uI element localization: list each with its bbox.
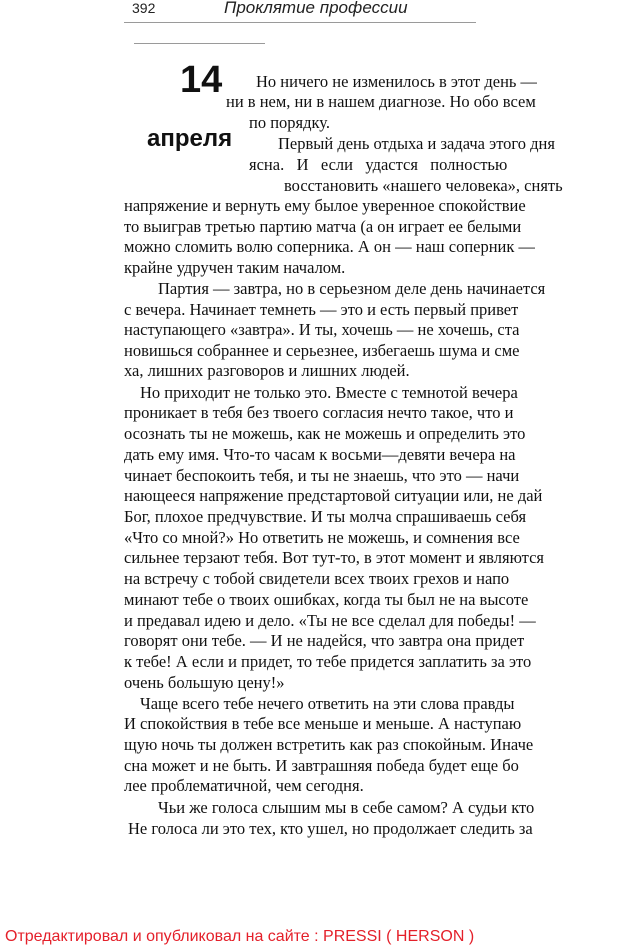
text-line: «Что со мной?» Но ответить не можешь, и сомнения все bbox=[124, 528, 520, 547]
text-line: восстановить «нашего человека», снять bbox=[284, 176, 563, 195]
text-line: сильнее терзают тебя. Вот тут-то, в этот момент и являются bbox=[124, 548, 545, 567]
date-day: 14 bbox=[180, 59, 223, 101]
text-line: Чаще всего тебе нечего ответить на эти слова правды bbox=[140, 694, 515, 713]
text-line: Не голоса ли это тех, кто ушел, но продолжает следить за bbox=[128, 819, 533, 838]
text-line: сна может и не быть. И завтрашняя победа будет еще бо bbox=[124, 756, 519, 775]
text-line: можно сломить волю соперника. А он — наш соперник — bbox=[124, 237, 536, 256]
text-line: Партия — завтра, но в серьезном деле день начинается bbox=[158, 279, 546, 298]
text-line: с вечера. Начинает темнеть — это и есть первый привет bbox=[124, 300, 519, 319]
text-line: дать ему имя. Что-то часам к восьми—девяти вечера на bbox=[124, 445, 516, 464]
text-line: ни в нем, ни в нашем диагнозе. Но обо всем bbox=[226, 92, 536, 111]
running-title: Проклятие профессии bbox=[224, 0, 408, 17]
text-line: Первый день отдыха и задача этого дня bbox=[278, 134, 555, 153]
text-line: к тебе! А если и придет, то тебе придется заплатить за это bbox=[124, 652, 532, 671]
text-line: напряжение и вернуть ему былое уверенное спокойствие bbox=[124, 196, 526, 215]
text-line: И спокойствия в тебе все меньше и меньше. А наступаю bbox=[124, 714, 522, 733]
text-line: по порядку. bbox=[249, 113, 331, 132]
text-line: на встречу с тобой свидетели всех твоих грехов и напо bbox=[124, 569, 510, 588]
text-line: очень большую цену!» bbox=[124, 673, 285, 692]
text-line: крайне удручен таким началом. bbox=[124, 258, 346, 277]
text-line: то выиграв третью партию матча (а он играет ее белыми bbox=[124, 217, 522, 236]
text-line: Бог, плохое предчувствие. И ты молча спрашиваешь себя bbox=[124, 507, 527, 526]
text-line: проникает в тебя без твоего согласия нечто такое, что и bbox=[124, 403, 514, 422]
text-line: наступающего «завтра». И ты, хочешь — не хочешь, ста bbox=[124, 320, 520, 339]
page-number: 392 bbox=[132, 0, 156, 16]
text-line: и предавал идею и дело. «Ты не все сделал для победы! — bbox=[124, 611, 536, 630]
text-line: Но приходит не только это. Вместе с темнотой вечера bbox=[140, 383, 518, 402]
text-line: лее проблематичной, чем сегодня. bbox=[124, 776, 364, 795]
text-line: Чьи же голоса слышим мы в себе самом? А судьи кто bbox=[158, 798, 535, 817]
text-line: осознать ты не можешь, как не можешь и определить это bbox=[124, 424, 526, 443]
publisher-footer-note: Отредактировал и опубликовал на сайте : PRESSI ( HERSON ) bbox=[5, 928, 475, 945]
page-header bbox=[124, 0, 476, 23]
text-line: минают тебе о твоих ошибках, когда ты был не на высоте bbox=[124, 590, 529, 609]
text-line: чинает беспокоить тебя, и ты не знаешь, что это — начи bbox=[124, 466, 520, 485]
text-line: Но ничего не изменилось в этот день — bbox=[256, 72, 538, 91]
text-line: щую ночь ты должен встретить как раз спокойным. Иначе bbox=[124, 735, 534, 754]
text-line: ха, лишних разговоров и лишних людей. bbox=[124, 361, 410, 380]
text-line: говорят они тебе. — И не надейся, что завтра она придет bbox=[124, 631, 525, 650]
text-line: новишься собраннее и серьезнее, избегаешь шума и сме bbox=[124, 341, 520, 360]
divider-rule bbox=[134, 43, 265, 44]
date-month: апреля bbox=[147, 125, 233, 152]
text-line: нающееся напряжение предстартовой ситуации или, не дай bbox=[124, 486, 543, 505]
text-line: ясна. И если удастся полностью bbox=[249, 155, 508, 174]
